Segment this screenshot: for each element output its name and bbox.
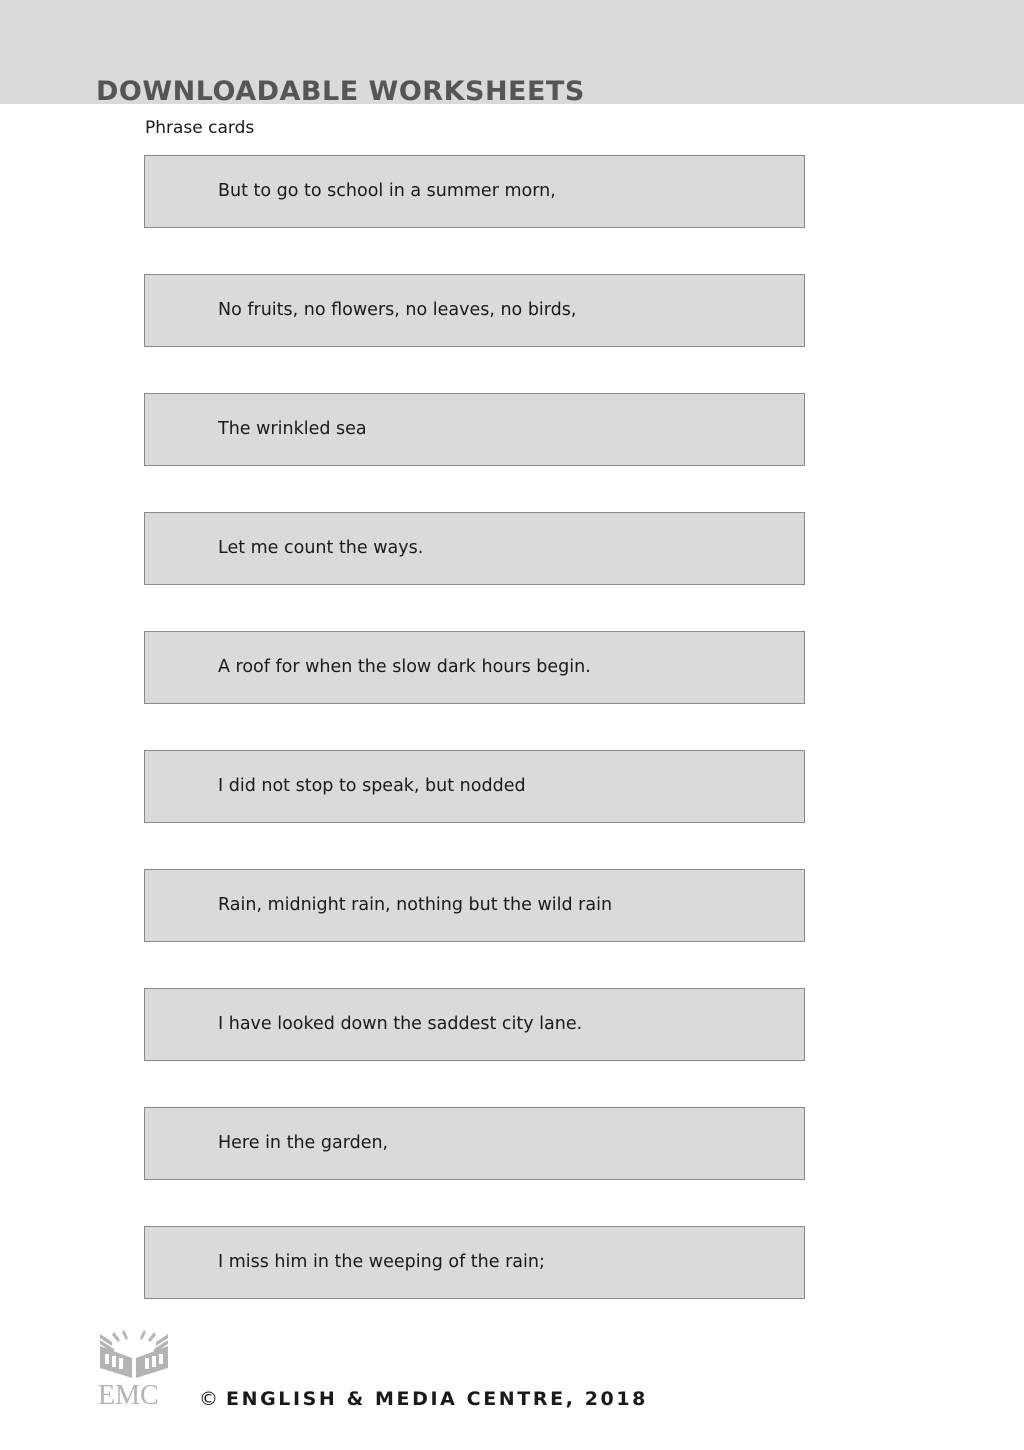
phrase-card (144, 631, 805, 704)
logo-text: EMC (98, 1380, 159, 1411)
phrase-card-text: Rain, midnight rain, nothing but the wild rain (218, 895, 613, 915)
phrase-card-text: A roof for when the slow dark hours begin. (218, 657, 591, 677)
phrase-card-text: Let me count the ways. (218, 538, 424, 558)
phrase-card (144, 274, 805, 347)
phrase-card (144, 512, 805, 585)
phrase-card (144, 750, 805, 823)
phrase-card (144, 1226, 805, 1299)
phrase-card-text: But to go to school in a summer morn, (218, 181, 556, 201)
phrase-card-text: No fruits, no flowers, no leaves, no birds, (218, 300, 577, 320)
phrase-card-text: Here in the garden, (218, 1133, 389, 1153)
phrase-card (144, 393, 805, 466)
copyright-symbol: © (199, 1388, 218, 1410)
copyright-notice (199, 1388, 648, 1410)
emc-logo (98, 1330, 170, 1412)
phrase-card (144, 1107, 805, 1180)
phrase-card-text: I did not stop to speak, but nodded (218, 776, 526, 796)
phrase-card (144, 988, 805, 1061)
copyright-text: ENGLISH & MEDIA CENTRE, 2018 (226, 1388, 648, 1410)
phrase-card-text: The wrinkled sea (218, 419, 367, 439)
section-label: Phrase cards (145, 118, 255, 138)
phrase-card-text: I have looked down the saddest city lane. (218, 1014, 583, 1034)
footer (98, 1330, 698, 1420)
phrase-card (144, 155, 805, 228)
open-book-icon (98, 1330, 170, 1382)
page-title: DOWNLOADABLE WORKSHEETS (96, 76, 585, 107)
phrase-card-text: I miss him in the weeping of the rain; (218, 1252, 545, 1272)
phrase-card (144, 869, 805, 942)
